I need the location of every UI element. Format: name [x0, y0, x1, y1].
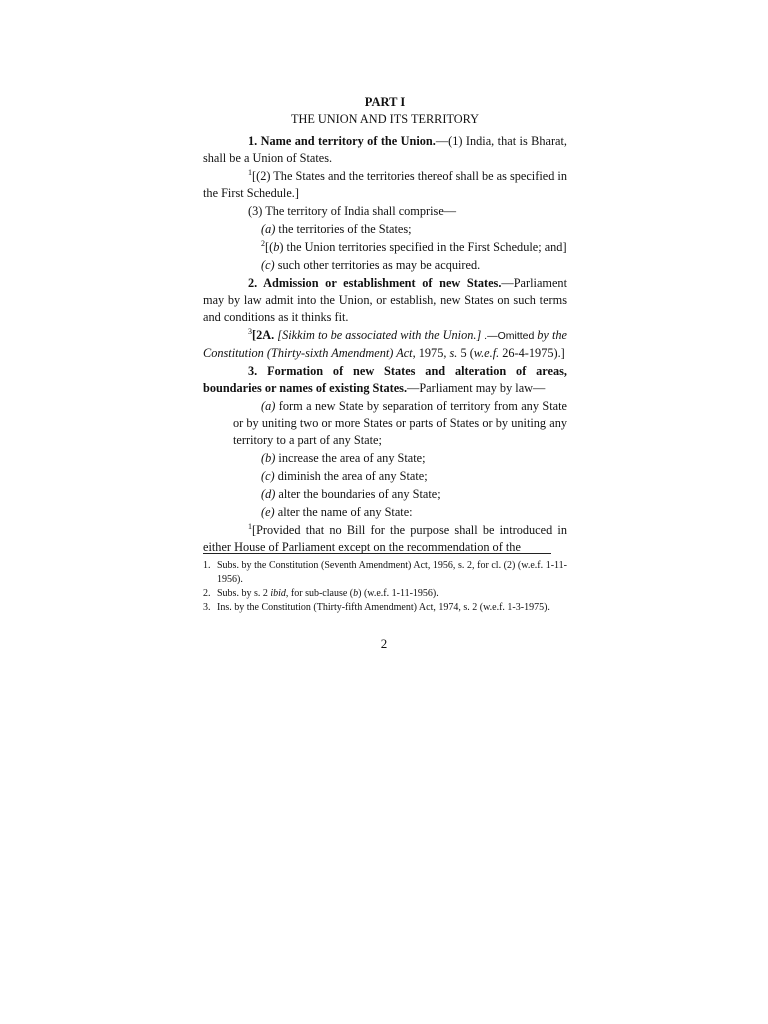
article-2 — [203, 275, 567, 326]
article-1-clause-1 — [203, 133, 567, 167]
article-3-heading: 3. Formation of new States and alteration of areas, boundaries or names of existing States. — [203, 364, 567, 395]
sub-text: ) the Union territories specified in the First Schedule; and] — [279, 240, 567, 254]
part-title: PART I — [364, 95, 406, 109]
sub-text: the territories of the States; — [275, 222, 412, 236]
item-text: alter the boundaries of any State; — [275, 487, 441, 501]
part-subtitle: THE UNION AND ITS TERRITORY — [290, 112, 480, 126]
article-1-clause-2 — [203, 168, 567, 202]
fn-b: b — [353, 588, 359, 599]
article-3-item-e — [203, 504, 567, 521]
document-body — [203, 94, 567, 557]
footnotes — [203, 559, 567, 615]
item-text: diminish the area of any State; — [274, 469, 428, 483]
sub-open: [( — [265, 240, 274, 254]
proviso-text: [Provided that no Bill for the purpose shall be introduced in either House of Parliament except on the recommendation of the — [203, 523, 567, 554]
footnote-mark: 3 — [248, 326, 252, 336]
article-3-item-c — [203, 468, 567, 485]
sub-label: (c) — [261, 258, 275, 272]
article-2a-wef: w.e.f. — [473, 346, 500, 360]
article-3-item-d — [203, 486, 567, 503]
footnote-mark: 2 — [261, 238, 265, 248]
footnote-3 — [203, 601, 567, 615]
footnote-number: 1. — [203, 560, 211, 571]
article-3-text: —Parliament may by law— — [407, 381, 546, 395]
article-2a-heading: [2A. — [252, 328, 275, 342]
sub-letter: b — [273, 240, 280, 254]
article-3 — [203, 363, 567, 397]
article-2a — [203, 327, 567, 362]
fn-mid: , for sub-clause ( — [285, 588, 354, 599]
footnote-1 — [203, 559, 567, 587]
footnote-divider — [203, 553, 551, 554]
item-text: increase the area of any State; — [275, 451, 426, 465]
article-1-sub-c — [203, 257, 567, 274]
footnote-text: Subs. by the Constitution (Seventh Amendment) Act, 1956, s. 2, for cl. (2) (w.e.f. 1-11-1956). — [217, 560, 567, 585]
fn-ibid: ibid — [270, 588, 286, 599]
article-2a-sec: s. — [449, 346, 458, 360]
article-1-sub-a — [203, 221, 567, 238]
item-label: (c) — [261, 469, 275, 483]
article-3-proviso — [203, 522, 567, 556]
article-2-heading: 2. Admission or establishment of new States. — [248, 276, 502, 290]
article-3-item-a — [203, 398, 567, 449]
item-label: (a) — [261, 399, 276, 413]
footnote-number: 2. — [203, 588, 211, 599]
fn-post: ) (w.e.f. 1-11-1956). — [358, 588, 439, 599]
footnote-mark: 1 — [248, 521, 252, 531]
article-1-sub-b — [203, 239, 567, 256]
footnote-number: 3. — [203, 602, 211, 613]
fn-pre: Subs. by s. 2 — [217, 588, 271, 599]
article-2a-date: 26-4-1975).] — [499, 346, 565, 360]
article-2a-year: 1975, — [415, 346, 450, 360]
article-2a-title: [Sikkim to be associated with the Union.] — [277, 328, 482, 342]
article-1-clause-2-text: [(2) The States and the territories thereof shall be as specified in the First Schedule.] — [203, 169, 567, 200]
article-2-text: —Parliament may by law admit into the Union, or establish, new States on such terms and conditions as it thinks fit. — [203, 276, 567, 324]
footnote-mark: 1 — [248, 167, 252, 177]
article-2a-omitted: .—Omitted — [481, 330, 538, 342]
article-1-heading: 1. Name and territory of the Union. — [248, 134, 436, 148]
item-text: alter the name of any State: — [274, 505, 413, 519]
footnote-2 — [203, 587, 567, 601]
article-1-clause-1-text: —(1) India, that is Bharat, shall be a Union of States. — [203, 134, 567, 165]
item-label: (e) — [261, 505, 275, 519]
sub-label: (a) — [261, 222, 276, 236]
article-2a-by: by the Constitution (Thirty-sixth Amendment) Act, — [203, 328, 567, 360]
item-label: (d) — [261, 487, 276, 501]
sub-text: such other territories as may be acquired. — [274, 258, 481, 272]
article-2a-sec-num: 5 ( — [457, 346, 474, 360]
article-3-item-b — [203, 450, 567, 467]
item-text: form a new State by separation of territory from any State or by uniting two or more States or parts of States or by uniting any territory to a part of any State; — [233, 399, 567, 447]
article-1-clause-3: (3) The territory of India shall comprise— — [248, 204, 457, 218]
page-number: 2 — [380, 636, 388, 651]
item-label: (b) — [261, 451, 276, 465]
footnote-text — [217, 587, 567, 601]
footnote-text: Ins. by the Constitution (Thirty-fifth Amendment) Act, 1974, s. 2 (w.e.f. 1-3-1975). — [217, 602, 550, 613]
